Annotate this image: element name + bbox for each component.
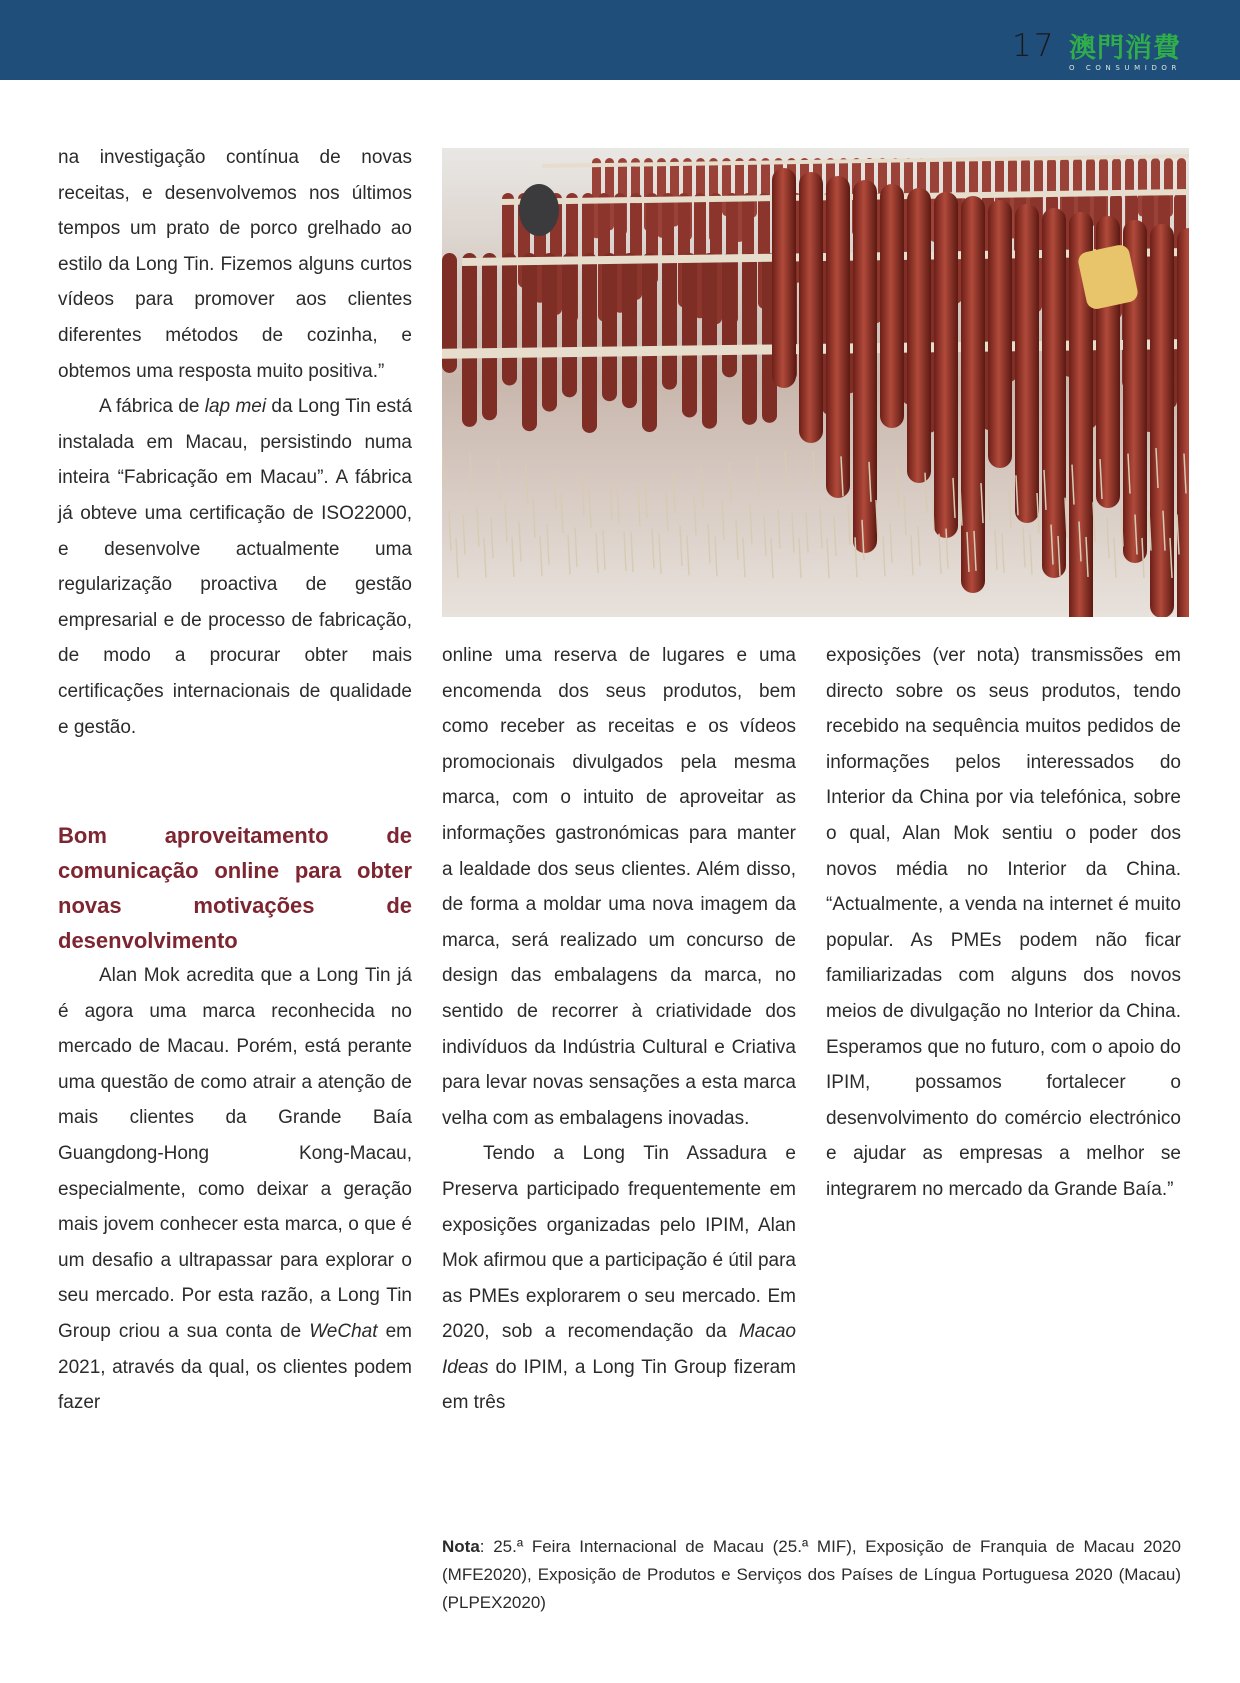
sausage-front: [1177, 228, 1189, 617]
paragraph: A fábrica de lap mei da Long Tin está instalada em Macau, persistindo numa inteira “Fabricação em Macau”. A fábrica já obteve uma certificação de ISO22000, e desenvolve actualmente uma regularização proactiva de gestão empresarial e de processo de fabricação, de modo a procurar obter mais certificações internacionais de qualidade e gestão.: [58, 396, 413, 738]
sausage: [542, 253, 557, 412]
sausage: [582, 253, 597, 433]
sausage: [682, 253, 697, 417]
sausage-front: [880, 184, 904, 428]
sausage: [742, 253, 757, 425]
sausage-front: [961, 196, 985, 593]
sausage: [562, 253, 577, 397]
article-column-2: [442, 638, 796, 1421]
sausage-front: [772, 168, 796, 388]
sausage-front: [1042, 208, 1066, 578]
paragraph: na investigação contínua de novas receitas, e desenvolvemos nos últimos tempos um prato de porco grelhado ao estilo da Long Tin. Fizemos alguns curtos vídeos para promover aos clientes diferentes métodos de cozinha, e obtemos uma resposta muito positiva.”: [58, 147, 412, 382]
sausage-photo: [442, 148, 1189, 617]
sausage: [462, 253, 477, 427]
sausage: [502, 253, 517, 385]
sausage-front: [988, 200, 1012, 468]
sausage: [482, 253, 497, 420]
footnote: [442, 1533, 1181, 1617]
article-column-1: [58, 140, 412, 1421]
sausage-front: [826, 176, 850, 498]
bird: [519, 184, 559, 236]
italic-term: WeChat: [309, 1321, 378, 1343]
section-heading: Bom aproveitamento de comunicação online para obter novas motivações de desenvolvimento: [58, 823, 412, 954]
footnote-text: : 25.ª Feira Internacional de Macau (25.ª MIF), Exposição de Franquia de Macau 2020 (MFE2020), Exposição de Produtos e Serviços dos Países de Língua Portuguesa 2020 (Macau) (PLPEX2020): [442, 1537, 1181, 1612]
sausage: [702, 253, 717, 429]
magazine-logo: [1069, 34, 1187, 76]
page-number: 17: [1012, 28, 1056, 64]
sausage: [602, 253, 617, 401]
sausage: [722, 253, 737, 377]
italic-term: Macao Ideas: [442, 1321, 796, 1378]
sausage: [522, 253, 537, 431]
hanging-sausages-image: [442, 148, 1189, 617]
sausage-front: [907, 188, 931, 483]
sausage-front: [799, 172, 823, 443]
paragraph: Tendo a Long Tin Assadura e Preserva participado frequentemente em exposições organizadas pelo IPIM, Alan Mok afirmou que a participação é útil para as PMEs explorarem o seu mercado. Em 2020, sob a recomendação da Macao Ideas do IPIM, a Long Tin Group fizeram em três: [442, 1143, 796, 1414]
logo-subtitle: O CONSUMIDOR: [1069, 64, 1182, 72]
article-column-3: [826, 638, 1181, 1208]
paragraph: online uma reserva de lugares e uma encomenda dos seus produtos, bem como receber as receitas e os vídeos promocionais divulgados pela mesma marca, com o intuito de aproveitar as informações gastronómicas para manter a lealdade dos seus clientes. Além disso, de forma a moldar uma nova imagem da marca, será realizado um concurso de design das embalagens da marca, no sentido de recorrer à criatividade dos indivíduos da Indústria Cultural e Criativa para levar novas sensações a esta marca velha com as embalagens inovadas.: [442, 645, 796, 1129]
paragraph: exposições (ver nota) transmissões em directo sobre os seus produtos, tendo recebido na sequência muitos pedidos de informações pelos interessados do Interior da China por via telefónica, sobre o qual, Alan Mok sentiu o poder dos novos média no Interior da China. “Actualmente, a venda na internet é muito popular. As PMEs podem não ficar familiarizadas com alguns dos novos meios de divulgação no Interior da China. Esperamos que no futuro, com o apoio do IPIM, possamos fortalecer o desenvolvimento do comércio electrónico e ajudar as empresas a melhor se integrarem no mercado da Grande Baía.”: [826, 645, 1181, 1200]
logo-text: 澳門消費: [1069, 33, 1181, 64]
paragraph: Alan Mok acredita que a Long Tin já é agora uma marca reconhecida no mercado de Macau. Porém, está perante uma questão de como atrair a atenção de mais clientes da Grande Baía Guangdong-Hong Kong-Macau, especialmente, como deixar a geração mais jovem conhecer esta marca, o que é um desafio a ultrapassar para explorar o seu mercado. Por esta razão, a Long Tin Group criou a sua conta de WeChat em 2021, através da qual, os clientes podem fazer: [58, 965, 412, 1414]
italic-term: lap mei: [204, 396, 267, 418]
footnote-label: Nota: [442, 1537, 480, 1556]
sausage-front: [853, 180, 877, 553]
sausage: [662, 253, 677, 390]
sausage: [642, 253, 657, 432]
sausage-front: [1015, 204, 1039, 523]
sausage: [622, 253, 637, 408]
sausage-front: [934, 192, 958, 538]
